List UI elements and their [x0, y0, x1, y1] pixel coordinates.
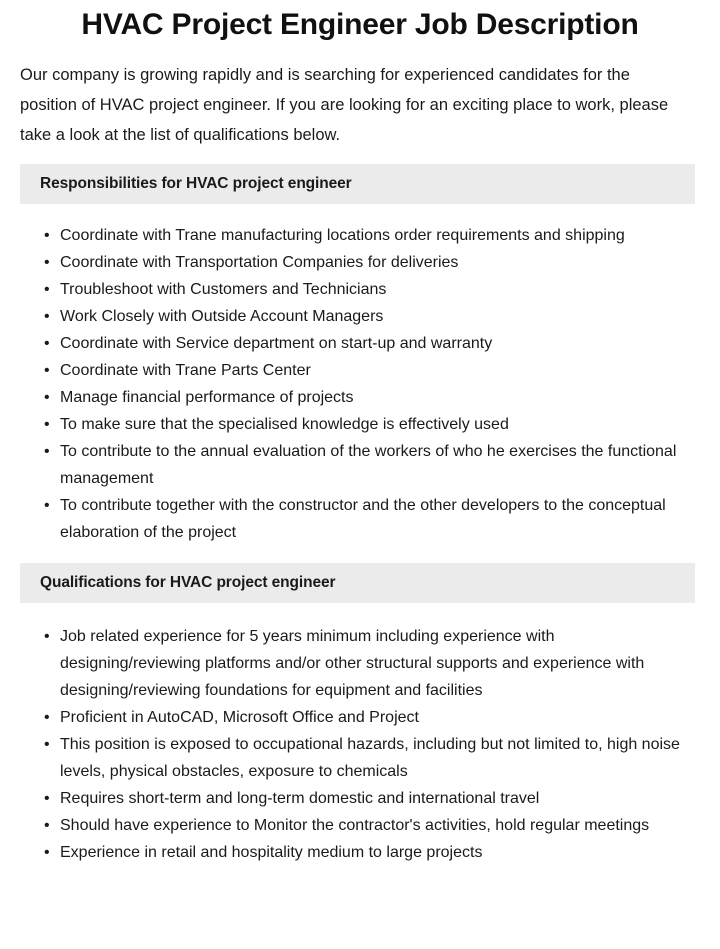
qualifications-section-header [20, 563, 695, 603]
page-title: HVAC Project Engineer Job Description [81, 8, 639, 41]
list-item: • To contribute together with the constructor and the other developers to the conceptual elaboration of the project [44, 492, 695, 546]
responsibilities-section-header [20, 164, 695, 204]
responsibilities-heading-text: Responsibilities for HVAC project engineer [40, 175, 352, 192]
responsibilities-list [0, 204, 720, 546]
list-item: • Requires short-term and long-term domestic and international travel [44, 785, 695, 812]
list-item: • To contribute to the annual evaluation of the workers of who he exercises the functional management [44, 438, 695, 492]
list-item: • Troubleshoot with Customers and Technicians [44, 276, 695, 303]
list-item: • This position is exposed to occupational hazards, including but not limited to, high noise levels, physical obstacles, exposure to chemicals [44, 731, 695, 785]
qualifications-section [0, 563, 720, 866]
list-item: • Experience in retail and hospitality medium to large projects [44, 839, 695, 866]
list-item: • Proficient in AutoCAD, Microsoft Office and Project [44, 704, 695, 731]
list-item: • Should have experience to Monitor the contractor's activities, hold regular meetings [44, 812, 695, 839]
list-item: • Coordinate with Trane Parts Center [44, 357, 695, 384]
list-item: • Coordinate with Service department on start-up and warranty [44, 330, 695, 357]
responsibilities-section [0, 164, 720, 546]
list-item: • Job related experience for 5 years minimum including experience with designing/reviewing platforms and/or other structural supports and experience with designing/reviewing foundations for equipment and facilities [44, 623, 695, 704]
qualifications-list [0, 603, 720, 866]
list-item: • Manage financial performance of projects [44, 384, 695, 411]
intro-paragraph: Our company is growing rapidly and is searching for experienced candidates for the position of HVAC project engineer. If you are looking for an exciting place to work, please take a look at the list of qualifications below. [20, 66, 669, 144]
list-item: • Coordinate with Trane manufacturing locations order requirements and shipping [44, 222, 695, 249]
list-item: • Work Closely with Outside Account Managers [44, 303, 695, 330]
list-item: • To make sure that the specialised knowledge is effectively used [44, 411, 695, 438]
list-item: • Coordinate with Transportation Companies for deliveries [44, 249, 695, 276]
qualifications-heading-text: Qualifications for HVAC project engineer [40, 574, 336, 591]
